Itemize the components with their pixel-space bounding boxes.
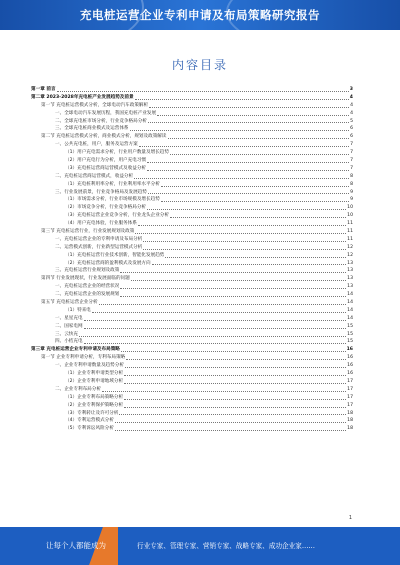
toc-entry-page: 17	[347, 402, 353, 408]
toc-entry-page: 14	[347, 292, 353, 298]
toc-entry-label: 第三节 充电桩运营行业，行业发展规划及政策	[41, 229, 135, 235]
toc-entry-label: （1）市场需求分析，行业市场规模及增长趋势	[65, 197, 160, 203]
toc-entry-page: 8	[350, 173, 353, 179]
toc-leader-dots	[147, 169, 349, 171]
toc-leader-dots	[92, 311, 346, 313]
toc-entry-label: 三、充电桩运营行业规划及政策	[55, 268, 120, 274]
toc-entry-page: 14	[347, 307, 353, 313]
toc-entry[interactable]	[31, 283, 353, 291]
toc-entry-label: 第四节 行业发展现状，行业发展面临的问题	[41, 276, 130, 282]
toc-leader-dots	[115, 421, 346, 423]
toc-entry-page: 17	[347, 394, 353, 400]
toc-entry-page: 4	[350, 110, 353, 116]
toc-entry[interactable]	[31, 165, 353, 173]
toc-entry[interactable]	[31, 331, 353, 339]
toc-entry-page: 16	[347, 363, 353, 369]
toc-entry-page: 8	[350, 181, 353, 187]
toc-leader-dots	[84, 342, 347, 344]
toc-entry-page: 10	[347, 205, 353, 211]
toc-entry[interactable]	[31, 133, 353, 141]
toc-entry-page: 15	[347, 331, 353, 337]
toc-entry-label: 第一章 前言	[31, 86, 56, 92]
toc-entry[interactable]	[31, 291, 353, 299]
footer-tagline: 行业专家、管理专家、营销专家、战略专家、成功企业家……	[137, 542, 316, 550]
toc-entry-label: （1）充电桩利用率分析，行业利用率水平分析	[65, 181, 160, 187]
toc-entry-label: 二、国家电网	[55, 323, 83, 329]
toc-leader-dots	[149, 106, 349, 108]
toc-entry[interactable]	[31, 102, 353, 110]
toc-entry[interactable]	[31, 220, 353, 228]
toc-entry[interactable]	[31, 315, 353, 323]
toc-entry-page: 13	[347, 276, 353, 282]
toc-leader-dots	[84, 319, 347, 321]
toc-entry-page: 15	[347, 323, 353, 329]
toc-entry-page: 7	[350, 165, 353, 171]
toc-entry-label: 第一节 企业专利申请分析，专利布局策略	[41, 355, 126, 361]
toc-entry-page: 17	[347, 378, 353, 384]
toc-leader-dots	[157, 114, 349, 116]
toc-entry-label: 二、充电桩运营商运营模式，收益分析	[55, 173, 134, 179]
footer-slogan: 让每个人都能成为	[46, 541, 106, 550]
toc-entry[interactable]	[31, 236, 353, 244]
toc-entry-label: 第一节 充电桩运营模式分析，全球电动汽车政策解析	[41, 102, 149, 108]
toc-entry[interactable]	[31, 157, 353, 165]
toc-entry-label: （1）特来电	[65, 307, 91, 313]
table-of-contents	[31, 86, 353, 433]
toc-leader-dots	[125, 366, 346, 368]
toc-leader-dots	[102, 390, 346, 392]
toc-entry-page: 16	[346, 347, 353, 353]
toc-entry[interactable]	[31, 252, 353, 260]
toc-entry[interactable]	[31, 86, 353, 94]
toc-entry[interactable]	[31, 378, 353, 386]
toc-entry[interactable]	[31, 118, 353, 126]
toc-leader-dots	[139, 145, 349, 147]
toc-entry-page: 11	[347, 229, 353, 235]
toc-entry[interactable]	[31, 149, 353, 157]
toc-leader-dots	[124, 382, 346, 384]
toc-leader-dots	[138, 224, 346, 226]
toc-entry-label: 二、企业专利布局分析	[55, 386, 101, 392]
toc-entry-page: 7	[350, 158, 353, 163]
toc-entry-page: 18	[347, 426, 353, 432]
toc-entry-page: 13	[347, 268, 353, 274]
toc-entry[interactable]	[31, 196, 353, 204]
toc-leader-dots	[84, 327, 347, 329]
toc-entry-page: 6	[350, 134, 353, 140]
toc-entry-label: （1）企业专利申请类型分析	[65, 371, 124, 377]
toc-entry-label: （2）企业专利申请地域分析	[65, 378, 124, 384]
toc-entry[interactable]	[31, 125, 353, 133]
toc-leader-dots	[168, 137, 350, 139]
toc-leader-dots	[120, 271, 346, 273]
toc-leader-dots	[57, 90, 349, 92]
toc-entry[interactable]	[31, 307, 353, 315]
toc-entry-page: 15	[347, 339, 353, 345]
toc-entry[interactable]	[31, 410, 353, 418]
toc-leader-dots	[121, 350, 346, 352]
toc-leader-dots	[161, 185, 349, 187]
toc-entry-label: 二、充电桩运营企业的发展规划	[55, 292, 120, 298]
toc-entry[interactable]	[31, 354, 353, 362]
toc-leader-dots	[148, 121, 349, 123]
toc-entry-page: 13	[347, 284, 353, 290]
toc-leader-dots	[124, 374, 346, 376]
toc-entry-label: 二、全球充电桩市场分析，行业竞争格局分析	[55, 118, 147, 124]
toc-leader-dots	[134, 177, 349, 179]
toc-leader-dots	[124, 406, 346, 408]
toc-entry-label: （3）充电桩运营企业竞争分析，行业龙头企业分析	[65, 213, 169, 219]
toc-entry-label: 第五节 充电桩运营企业分析	[41, 300, 98, 306]
toc-entry-label: （3）专利转让及许可分析	[65, 410, 119, 416]
report-title: 充电桩运营企业专利申请及布局策略研究报告	[80, 8, 320, 22]
toc-entry-label: （3）充电桩运营商运营模式及收益分析	[65, 165, 147, 171]
toc-entry-label: 一、全球电动汽车发展历程，我国充电桩产业发展	[55, 110, 157, 116]
toc-leader-dots	[165, 256, 346, 258]
toc-entry-page: 3	[349, 86, 353, 92]
toc-leader-dots	[126, 358, 346, 360]
toc-entry-label: 一、企业专利申请数量及趋势分析	[55, 363, 124, 369]
toc-entry[interactable]	[31, 141, 353, 149]
toc-entry[interactable]	[31, 244, 353, 252]
toc-entry[interactable]	[31, 417, 353, 425]
toc-entry[interactable]	[31, 386, 353, 394]
toc-leader-dots	[99, 303, 347, 305]
toc-entry-page: 12	[347, 244, 353, 250]
toc-entry-label: 第二章 2023-2028年充电桩产业发展趋势及前景	[31, 94, 134, 100]
toc-entry-page: 12	[347, 252, 353, 258]
toc-entry-page: 9	[350, 197, 353, 203]
toc-leader-dots	[161, 200, 349, 202]
toc-leader-dots	[170, 153, 349, 155]
toc-entry-page: 4	[350, 102, 353, 108]
toc-leader-dots	[143, 240, 346, 242]
toc-leader-dots	[147, 208, 346, 210]
toc-entry-page: 14	[347, 300, 353, 306]
toc-entry[interactable]	[31, 189, 353, 197]
toc-entry-page: 6	[350, 126, 353, 132]
toc-leader-dots	[124, 398, 346, 400]
toc-entry[interactable]	[31, 94, 353, 102]
toc-entry[interactable]	[31, 402, 353, 410]
toc-leader-dots	[152, 263, 347, 265]
header-banner	[0, 0, 400, 30]
toc-entry-page: 14	[347, 315, 353, 321]
toc-entry-label: 三、行业发展前景，行业竞争格局及发展趋势	[55, 189, 147, 195]
toc-entry-label: （4）用户充电体验，行业服务体系	[65, 221, 137, 227]
toc-leader-dots	[170, 216, 346, 218]
toc-entry-label: （1）用户充电需求分析，行业用户数量及增长趋势	[65, 150, 169, 156]
toc-entry-label: 四、小桔充电	[55, 339, 83, 345]
toc-leader-dots	[143, 248, 346, 250]
toc-leader-dots	[135, 232, 346, 234]
toc-entry-label: 第三章 充电桩运营企业专利申请及布局策略	[31, 347, 120, 353]
toc-entry-label: 一、星星充电	[55, 315, 83, 321]
toc-entry-page: 13	[347, 260, 353, 266]
toc-entry-label: （2）企业专利保护策略分析	[65, 402, 124, 408]
toc-entry-page: 11	[347, 221, 353, 227]
toc-entry[interactable]	[31, 323, 353, 331]
toc-entry-page: 10	[347, 213, 353, 219]
toc-entry[interactable]	[31, 204, 353, 212]
toc-entry-page: 16	[347, 355, 353, 361]
toc-leader-dots	[148, 192, 349, 194]
toc-entry[interactable]	[31, 394, 353, 402]
toc-entry[interactable]	[31, 173, 353, 181]
toc-entry[interactable]	[31, 299, 353, 307]
toc-leader-dots	[120, 287, 346, 289]
toc-entry-label: 一、充电桩运营企业的专利申请及布局分析	[55, 236, 143, 242]
toc-entry-label: 第二节 充电桩运营模式分析，商业模式分析，规划及政策解读	[41, 134, 167, 140]
toc-entry-page: 11	[347, 236, 353, 242]
toc-entry-label: 三、云快充	[55, 331, 78, 337]
toc-leader-dots	[120, 295, 346, 297]
toc-entry-label: （2）用户充电行为分析，用户充电习惯	[65, 158, 147, 163]
toc-entry-label: （5）专利诉讼风险分析	[65, 426, 114, 432]
toc-entry-label: 三、全球充电桩商业模式及运营体系	[55, 126, 129, 132]
toc-entry-page: 4	[349, 94, 353, 100]
toc-entry[interactable]	[31, 370, 353, 378]
toc-leader-dots	[119, 413, 346, 415]
toc-entry-label: （2）市场竞争分析，行业竞争格局分析	[65, 205, 147, 211]
toc-leader-dots	[131, 279, 346, 281]
toc-entry[interactable]	[31, 110, 353, 118]
toc-leader-dots	[135, 98, 349, 100]
toc-entry[interactable]	[31, 346, 353, 354]
toc-entry-page: 18	[347, 410, 353, 416]
toc-entry-page: 16	[347, 371, 353, 377]
toc-entry[interactable]	[31, 267, 353, 275]
page-number: 1	[348, 515, 352, 521]
toc-entry[interactable]	[31, 339, 353, 347]
toc-heading: 内容目录	[171, 58, 228, 72]
toc-entry-label: （4）专利运营模式分析	[65, 418, 114, 424]
toc-entry[interactable]	[31, 260, 353, 268]
toc-leader-dots	[147, 161, 349, 163]
toc-entry-label: （2）充电桩运营商的盈利模式及发展方向	[65, 260, 151, 266]
toc-entry-label: 二、运营模式创新，行业新型运营模式分析	[55, 244, 143, 250]
toc-leader-dots	[115, 429, 346, 431]
toc-entry-page: 9	[350, 189, 353, 195]
toc-entry-label: （1）充电桩运营行业技术创新，智能化发展趋势	[65, 252, 165, 258]
toc-entry[interactable]	[31, 362, 353, 370]
toc-leader-dots	[79, 335, 346, 337]
toc-entry-page: 5	[350, 118, 353, 124]
toc-entry-page: 18	[347, 418, 353, 424]
toc-entry-label: （1）企业专利布局策略分析	[65, 394, 124, 400]
toc-entry-label: 一、充电桩运营企业的经营状况	[55, 284, 120, 290]
toc-entry-label: 一、公共充电桩，用户，服务及运营方案	[55, 142, 138, 148]
toc-entry[interactable]	[31, 228, 353, 236]
toc-entry[interactable]	[31, 212, 353, 220]
toc-entry[interactable]	[31, 425, 353, 433]
toc-leader-dots	[130, 129, 350, 131]
toc-entry-page: 17	[347, 386, 353, 392]
toc-entry-page: 7	[350, 150, 353, 156]
toc-entry-page: 7	[350, 142, 353, 148]
toc-entry[interactable]	[31, 275, 353, 283]
toc-entry[interactable]	[31, 181, 353, 189]
